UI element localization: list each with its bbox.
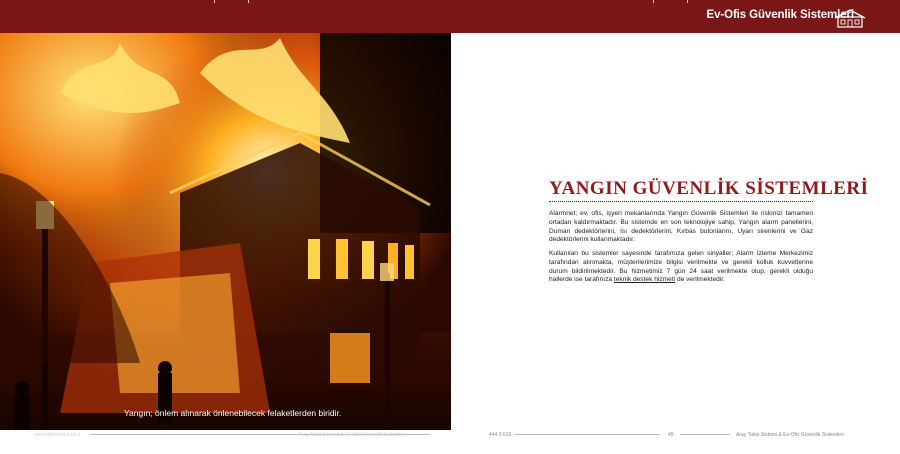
section-title: Ev-Ofis Güvenlik Sistemleri: [706, 9, 854, 21]
paragraph-2-end: de verilmektedir.: [676, 276, 725, 284]
footer-rule-right-a: [515, 434, 660, 435]
crop-tick: [248, 0, 249, 3]
body-paragraph-2: [549, 250, 813, 285]
footer-running-title-right: Araç Takip Sistemi & Ev-Ofis Güvenlik Sistemleri: [736, 432, 844, 438]
technical-support-link[interactable]: teknik destek hizmeti: [613, 276, 676, 284]
crop-tick: [687, 0, 688, 3]
heading-dotted-rule: [549, 201, 813, 202]
crop-tick: [214, 0, 215, 3]
paragraph-2-text: Kullanılan bu sistemler sayesinde tarafımıza gelen sinyaller; Alarm İzleme Merkezimiz tarafından alınmakta, müşterilerimize bilgisi verilmekte ve gerekli kolluk kuvvetlerine durum bildirilmektedir. Bu hizmetimiz 7 gün 24 saat verilmekte olup, gerekli olduğu hallerde ise tarafınıza: [549, 250, 813, 284]
footer-phone: 444 0 616: [489, 432, 512, 438]
house-icon: [833, 8, 867, 28]
footer-url: www.alarmnet.com.tr: [34, 432, 81, 438]
burning-house-photo: [0, 33, 451, 430]
top-banner: [0, 0, 900, 33]
footer-page-number: 45: [668, 432, 674, 438]
photo-caption: Yangın; önlem alınarak önlenebilecek felaketlerden biridir.: [124, 408, 342, 418]
footer-rule-right-b: [680, 434, 730, 435]
body-paragraph-1: Alarmnet; ev, ofis, işyeri mekanlarında Yangın Güvenlik Sistemleri ile riskinizi tamamen ortadan kaldırmaktadır. Bu sistemde en son teknolojiye sahip, Yangın alarm panellerini, Duman dedektörlerini, Isı dedektörlerini, Kırbas butonlarını, Uyarı sirenlerini ve Gaz dedektörlerini kullanmaktadır.: [549, 210, 813, 244]
page-heading: YANGIN GÜVENLİK SİSTEMLERİ: [549, 178, 869, 199]
crop-tick: [653, 0, 654, 3]
footer-running-title-left: Araç Takip Sistemi & Ev-Ofis Güvenlik Sistemleri: [298, 432, 406, 438]
